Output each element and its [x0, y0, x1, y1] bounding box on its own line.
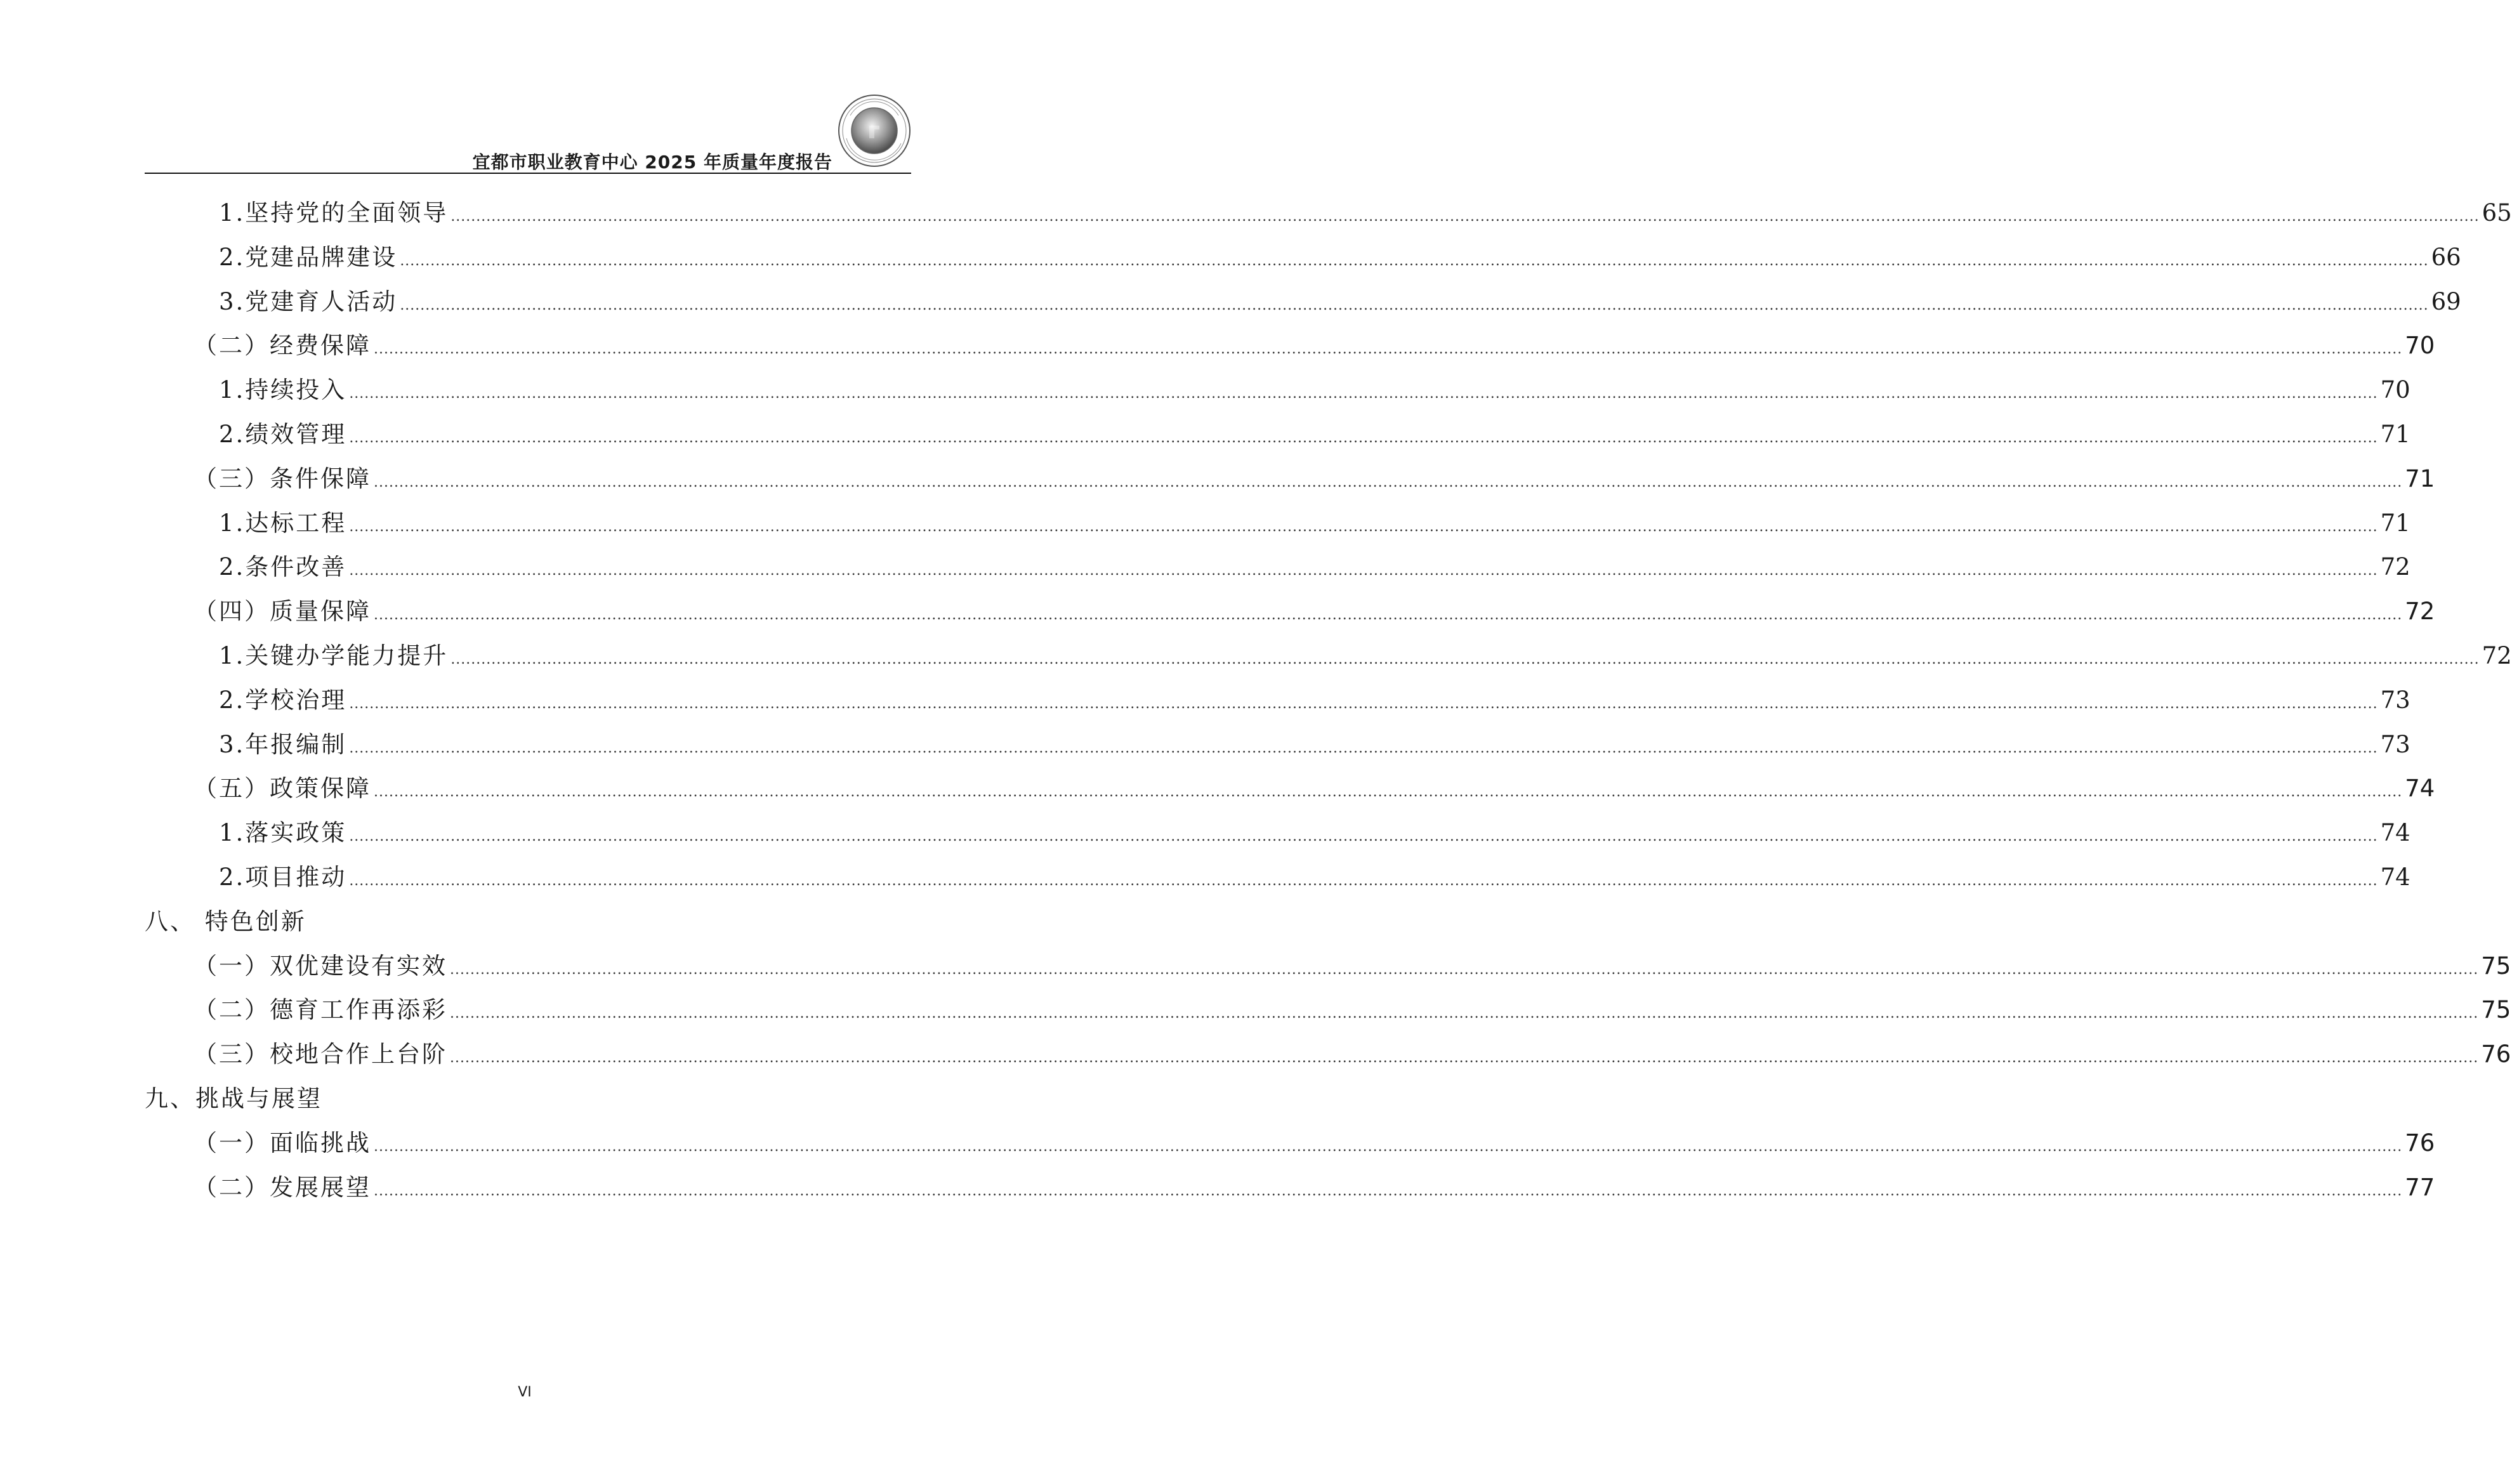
toc-entry-label: 2.党建品牌建设	[219, 243, 398, 271]
toc-leader-dots: ................................................................................................................................................................................................................................................................................................................................................................................................................	[450, 652, 2480, 667]
toc-entry-label: （三）校地合作上台阶	[194, 1041, 447, 1068]
toc-entry[interactable]	[219, 730, 2410, 760]
toc-entry[interactable]	[145, 1084, 910, 1114]
toc-entry[interactable]	[219, 242, 2461, 273]
school-logo-seal	[838, 94, 911, 167]
toc-entry-page: 77	[2405, 1173, 2435, 1201]
toc-entry[interactable]	[219, 862, 2410, 893]
toc-entry-page: 66	[2431, 243, 2461, 271]
toc-entry-label: （一）双优建设有实效	[194, 952, 447, 980]
toc-entry[interactable]	[194, 464, 2435, 494]
toc-entry-page: 75	[2481, 996, 2511, 1024]
toc-entry-label: （四）质量保障	[194, 598, 371, 626]
toc-entry-label: 3.党建育人活动	[219, 287, 398, 315]
toc-entry-label: （三）条件保障	[194, 464, 371, 492]
toc-entry[interactable]	[219, 198, 2512, 228]
toc-leader-dots: ................................................................................................................................................................................................................................................................................................................................................................................................................	[450, 1006, 2479, 1022]
toc-entry[interactable]	[194, 995, 2511, 1025]
toc-entry-page: 74	[2405, 775, 2435, 803]
toc-leader-dots: ................................................................................................................................................................................................................................................................................................................................................................................................................	[349, 829, 2378, 845]
toc-leader-dots: ................................................................................................................................................................................................................................................................................................................................................................................................................	[349, 563, 2378, 579]
toc-entry[interactable]	[219, 287, 2461, 317]
toc-entry-page: 70	[2405, 332, 2435, 360]
toc-entry-label: 2.绩效管理	[219, 421, 347, 448]
toc-entry-page: 76	[2405, 1129, 2435, 1157]
toc-entry-page: 74	[2380, 819, 2410, 847]
toc-entry-page: 73	[2380, 686, 2410, 714]
toc-entry-page: 71	[2380, 509, 2410, 537]
toc-entry-label: （二）德育工作再添彩	[194, 996, 447, 1024]
toc-entry-page: 72	[2482, 642, 2512, 669]
toc-entry-page: 65	[2482, 199, 2512, 227]
toc-entry[interactable]	[219, 375, 2410, 405]
toc-leader-dots: ................................................................................................................................................................................................................................................................................................................................................................................................................	[349, 386, 2378, 402]
toc-leader-dots: ................................................................................................................................................................................................................................................................................................................................................................................................................	[374, 474, 2403, 490]
toc-entry-label: 1.达标工程	[219, 509, 347, 537]
page-number: VI	[518, 1384, 532, 1400]
toc-entry-page: 71	[2380, 421, 2410, 448]
toc-entry-page: 74	[2380, 863, 2410, 891]
toc-entry-label: 八、 特色创新	[145, 907, 306, 935]
toc-leader-dots: ................................................................................................................................................................................................................................................................................................................................................................................................................	[374, 1183, 2403, 1199]
toc-entry-label: （二）发展展望	[194, 1173, 371, 1201]
toc-leader-dots: ................................................................................................................................................................................................................................................................................................................................................................................................................	[374, 607, 2403, 624]
toc-entry[interactable]	[219, 685, 2410, 716]
toc-entry-label: 1.坚持党的全面领导	[219, 199, 449, 227]
toc-entry-label: 九、挑战与展望	[145, 1085, 322, 1112]
toc-leader-dots: ................................................................................................................................................................................................................................................................................................................................................................................................................	[374, 1138, 2403, 1155]
toc-entry-page: 72	[2405, 598, 2435, 626]
toc-entry-label: 2.条件改善	[219, 553, 347, 581]
toc-leader-dots: ................................................................................................................................................................................................................................................................................................................................................................................................................	[450, 209, 2480, 225]
toc-entry-label: （一）面临挑战	[194, 1129, 371, 1157]
toc-entry[interactable]	[194, 773, 2435, 804]
toc-entry-label: 2.学校治理	[219, 686, 347, 714]
toc-leader-dots: ................................................................................................................................................................................................................................................................................................................................................................................................................	[374, 784, 2403, 801]
toc-entry[interactable]	[219, 508, 2410, 539]
toc-entry[interactable]	[219, 419, 2410, 450]
toc-entry[interactable]	[194, 951, 2511, 982]
toc-leader-dots: ................................................................................................................................................................................................................................................................................................................................................................................................................	[400, 297, 2429, 313]
toc-entry-label: 1.持续投入	[219, 376, 347, 404]
toc-leader-dots: ................................................................................................................................................................................................................................................................................................................................................................................................................	[374, 341, 2403, 358]
toc-entry[interactable]	[194, 596, 2435, 627]
toc-entry-page: 72	[2380, 553, 2410, 581]
toc-leader-dots: ................................................................................................................................................................................................................................................................................................................................................................................................................	[400, 253, 2429, 269]
toc-entry[interactable]	[194, 1172, 2435, 1203]
toc-entry-label: 1.关键办学能力提升	[219, 642, 449, 669]
report-header-title: 宜都市职业教育中心 2025 年质量年度报告	[472, 152, 832, 173]
toc-leader-dots: ................................................................................................................................................................................................................................................................................................................................................................................................................	[349, 695, 2378, 712]
toc-entry-page: 73	[2380, 730, 2410, 758]
toc-entry-label: 1.落实政策	[219, 819, 347, 847]
toc-entry[interactable]	[145, 907, 910, 937]
toc-entry-label: 2.项目推动	[219, 863, 347, 891]
toc-leader-dots: ................................................................................................................................................................................................................................................................................................................................................................................................................	[450, 1050, 2479, 1067]
toc-entry[interactable]	[219, 818, 2410, 848]
toc-entry-page: 69	[2431, 287, 2461, 315]
toc-entry-page: 75	[2481, 952, 2511, 980]
toc-leader-dots: ................................................................................................................................................................................................................................................................................................................................................................................................................	[450, 961, 2479, 978]
toc-entry[interactable]	[219, 552, 2410, 582]
toc-leader-dots: ................................................................................................................................................................................................................................................................................................................................................................................................................	[349, 873, 2378, 889]
toc-entry[interactable]	[194, 1039, 2511, 1070]
toc-entry-page: 76	[2481, 1041, 2511, 1068]
toc-entry[interactable]	[219, 641, 2512, 671]
header-divider	[145, 173, 911, 174]
toc-leader-dots: ................................................................................................................................................................................................................................................................................................................................................................................................................	[349, 430, 2378, 446]
toc-leader-dots: ................................................................................................................................................................................................................................................................................................................................................................................................................	[349, 740, 2378, 756]
toc-leader-dots: ................................................................................................................................................................................................................................................................................................................................................................................................................	[349, 518, 2378, 535]
toc-entry[interactable]	[194, 331, 2435, 361]
toc-entry-page: 70	[2380, 376, 2410, 404]
toc-entry[interactable]	[194, 1128, 2435, 1159]
toc-entry-label: （五）政策保障	[194, 775, 371, 803]
toc-entry-label: 3.年报编制	[219, 730, 347, 758]
toc-entry-label: （二）经费保障	[194, 332, 371, 360]
toc-entry-page: 71	[2405, 464, 2435, 492]
